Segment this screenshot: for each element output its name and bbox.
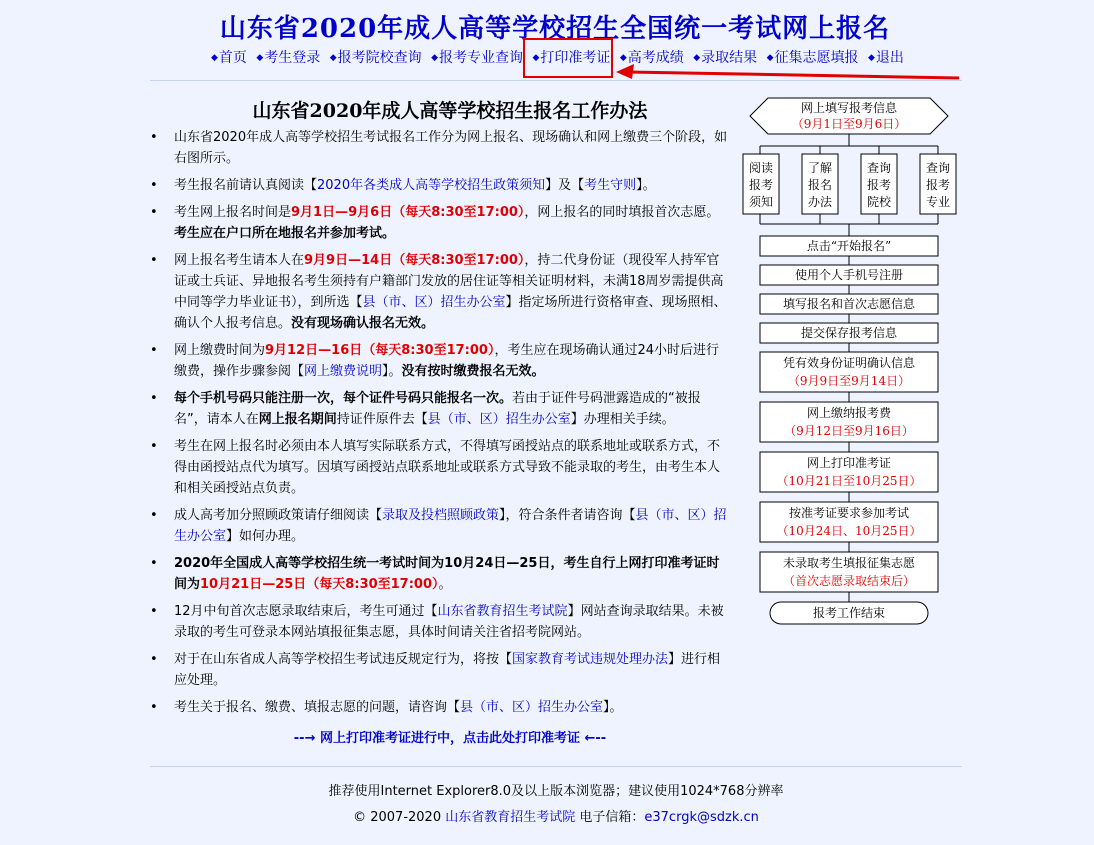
date-range: 9月1日—9月6日（每天8:30至17:00） — [291, 205, 525, 220]
flow-step-label: 网上缴纳报考费 — [806, 406, 892, 420]
item-bold: 没有按时缴费报名无效。 — [401, 364, 545, 379]
item-text: 网上缴费时间为 — [174, 343, 266, 358]
item-text: 】及【 — [545, 178, 585, 193]
item-text: 持证件原件去【 — [336, 412, 428, 427]
copyright-line — [150, 806, 962, 825]
bonus-policy-link[interactable]: 录取及投档照顾政策 — [382, 508, 500, 523]
divider-top — [150, 80, 962, 81]
bullet-icon: ◆ — [868, 53, 875, 63]
date-range: 9月12日—16日（每天8:30至17:00） — [265, 343, 495, 358]
list-item — [150, 340, 730, 382]
list-item — [150, 505, 730, 547]
item-bold: 2020年全国成人高等学校招生统一考试时间为10月24日—25日，考生自行上网打印准考证时间为 — [174, 556, 720, 592]
item-text: 】进行相应处理。 — [174, 652, 721, 688]
flow-step-date: （10月24日、10月25日） — [776, 524, 922, 538]
info-list — [150, 127, 730, 724]
item-text: 12月中旬首次志愿录取结束后，考生可通过【 — [174, 604, 438, 619]
org-link[interactable]: 山东省教育招生考试院 — [445, 810, 576, 825]
item-text: ，网上报名的同时填报首次志愿。 — [524, 205, 720, 220]
item-text: 】，符合条件者请咨询【 — [499, 508, 636, 523]
policy-notice-link[interactable]: 2020年各类成人高等学校招生政策须知 — [317, 178, 546, 193]
flow-step-date: （9月9日至9月14日） — [787, 374, 911, 388]
item-text: 。 — [438, 577, 452, 592]
item-text: ，考生应在现场确认通过24小时后进行缴费，操作步骤参阅【 — [174, 343, 720, 379]
item-text: 】办理相关手续。 — [570, 412, 675, 427]
email-label: 电子信箱： — [575, 810, 645, 825]
nav-home[interactable] — [211, 50, 247, 66]
nav-label: 考生登录 — [264, 50, 321, 66]
list-item — [150, 697, 730, 718]
copyright-text: © 2007-2020 — [353, 810, 446, 825]
nav-label: 征集志愿填报 — [774, 50, 859, 66]
item-text: 】如何办理。 — [226, 529, 305, 544]
nav-major-query[interactable] — [431, 50, 523, 66]
flow-branch-text: 查询 — [925, 161, 951, 175]
item-bold: 每个手机号码只能注册一次，每个证件号码只能报名一次。 — [174, 391, 513, 406]
list-item — [150, 388, 730, 430]
list-item — [150, 601, 730, 643]
list-item — [150, 202, 730, 244]
flow-branch-text: 报考 — [925, 178, 951, 192]
exam-authority-link[interactable]: 山东省教育招生考试院 — [437, 604, 568, 619]
flow-branch-text: 阅读 — [748, 161, 774, 175]
nav-label: 报考专业查询 — [439, 50, 524, 66]
bullet-icon: ◆ — [693, 53, 701, 63]
date-range: 9月9日—14日（每天8:30至17:00） — [304, 253, 525, 268]
nav-label: 打印准考证 — [540, 50, 611, 66]
item-bold: 考生应在户口所在地报名并参加考试。 — [174, 226, 396, 241]
nav-login[interactable] — [256, 50, 320, 66]
flow-start-date: （9月1日至9月6日） — [791, 117, 907, 131]
item-bold: 没有现场确认报名无效。 — [291, 316, 435, 331]
item-text: ，持二代身份证（现役军人持军官证或士兵证、异地报名考生须持有户籍部门发放的居住证等相关证明材料，未满18周岁需提供高中同等学力毕业证书），到所选【 — [174, 253, 724, 310]
nav-label: 报考院校查询 — [337, 50, 422, 66]
list-item — [150, 250, 730, 334]
pointer-arrow-icon — [616, 60, 961, 80]
item-text: 】。 — [382, 364, 402, 379]
registration-flowchart — [738, 92, 960, 632]
item-text: 】网站查询录取结果。未被录取的考生可登录本网站填报征集志愿，具体时间请关注省招考院网站。 — [174, 604, 724, 640]
page-title: 山东省2020年成人高等学校招生全国统一考试网上报名 — [219, 14, 891, 44]
item-text: 考生关于报名、缴费、填报志愿的问题，请咨询【 — [174, 700, 461, 715]
flow-branch-text: 办法 — [807, 195, 833, 209]
item-text: 对于在山东省成人高等学校招生考试违反规定行为，将按【 — [174, 652, 513, 667]
flow-step-label: 网上打印准考证 — [806, 456, 892, 470]
flow-end-label: 报考工作结束 — [812, 606, 886, 620]
highlight-box — [523, 38, 613, 78]
nav-school-query[interactable] — [330, 50, 422, 66]
flow-branch-text: 报名 — [807, 178, 833, 192]
flow-branch-text: 院校 — [866, 195, 892, 209]
flow-step-label: 凭有效身份证明确认信息 — [782, 356, 916, 370]
list-item — [150, 649, 730, 691]
list-item — [150, 127, 730, 169]
bullet-icon: ◆ — [329, 53, 337, 63]
print-admission-link[interactable]: --→ 网上打印准考证进行中，点击此处打印准考证 ←-- — [293, 731, 607, 746]
bullet-icon: ◆ — [766, 53, 774, 63]
violation-rules-link[interactable]: 国家教育考试违规处理办法 — [512, 652, 669, 667]
flow-step-label: 填写报名和首次志愿信息 — [782, 297, 916, 311]
item-text: 】。 — [636, 178, 656, 193]
flow-step-label: 点击“开始报名” — [806, 239, 892, 253]
list-item — [150, 175, 730, 196]
flow-branch-text: 报考 — [866, 178, 892, 192]
flow-start-label: 网上填写报考信息 — [800, 101, 898, 115]
date-range: 10月21日—25日（每天8:30至17:00） — [200, 577, 439, 592]
item-text: 】。 — [603, 700, 623, 715]
nav-label: 录取结果 — [701, 50, 758, 66]
item-text: 网上报名考生请本人在 — [174, 253, 305, 268]
nav-label: 高考成绩 — [627, 50, 684, 66]
item-text: • 山东省2020年成人高等学校招生考试报名工作分为网上报名、现场确认和网上缴费三个阶段，如右图所示。 — [174, 130, 728, 166]
flow-step-date: （9月12日至9月16日） — [784, 424, 914, 438]
item-bold: 网上报名期间 — [258, 412, 337, 427]
list-item — [150, 436, 730, 499]
item-text: 考生报名前请认真阅读【 — [174, 178, 318, 193]
item-text: 若由于证件号码泄露造成的“被报名”，请本人在 — [174, 391, 701, 427]
flow-branch-text: 查询 — [866, 161, 892, 175]
nav-label: 退出 — [875, 50, 904, 66]
county-office-link[interactable]: 县（市、区）招生办公室 — [427, 412, 571, 427]
section-title: 山东省2020年成人高等学校招生报名工作办法 — [252, 100, 648, 122]
bullet-icon: ◆ — [256, 53, 264, 63]
item-text: • 考生在网上报名时必须由本人填写实际联系方式，不得填写函授站点的联系地址或联系方式，不得由函授站点代为填写。因填写函授站点联系地址或联系方式导致不能录取的考生，由考生本人和相关函授站点负责。 — [174, 439, 721, 496]
flow-branch-text: 了解 — [807, 161, 833, 175]
bullet-icon: ◆ — [619, 53, 627, 63]
county-office-link[interactable]: 县（市、区）招生办公室 — [362, 295, 506, 310]
exam-rules-link[interactable]: 考生守则 — [584, 178, 637, 193]
browser-notice: 推荐使用Internet Explorer8.0及以上版本浏览器；建议使用1024*768分辨率 — [328, 784, 784, 799]
list-item — [150, 553, 730, 595]
item-text: 】指定场所进行资格审查、现场照相、确认个人报考信息。 — [174, 295, 727, 331]
flow-step-label: 按准考证要求参加考试 — [788, 506, 910, 520]
county-office-link[interactable]: 县（市、区）招生办公室 — [174, 508, 727, 544]
nav-label: 首页 — [218, 50, 247, 66]
flow-step-date: （10月21日至10月25日） — [776, 474, 922, 488]
bullet-icon: ◆ — [431, 53, 439, 63]
bullet-icon: ◆ — [532, 53, 540, 63]
flow-step-label: 使用个人手机号注册 — [794, 268, 904, 282]
payment-guide-link[interactable]: 网上缴费说明 — [304, 364, 383, 379]
item-text: 考生网上报名时间是 — [174, 205, 292, 220]
flow-branch-text: 专业 — [925, 195, 951, 209]
divider-bottom — [150, 766, 962, 767]
item-text: 成人高考加分照顾政策请仔细阅读【 — [174, 508, 383, 523]
flow-step-label: 提交保存报考信息 — [800, 326, 898, 340]
flow-branch-text: 报考 — [748, 178, 774, 192]
flow-step-date: （首次志愿录取结束后） — [782, 574, 916, 588]
county-office-link[interactable]: 县（市、区）招生办公室 — [460, 700, 604, 715]
email-link[interactable]: e37crgk@sdzk.cn — [644, 810, 759, 825]
flow-branch-text: 须知 — [748, 195, 774, 209]
bullet-icon: ◆ — [211, 53, 218, 63]
flow-step-label: 未录取考生填报征集志愿 — [782, 556, 916, 570]
